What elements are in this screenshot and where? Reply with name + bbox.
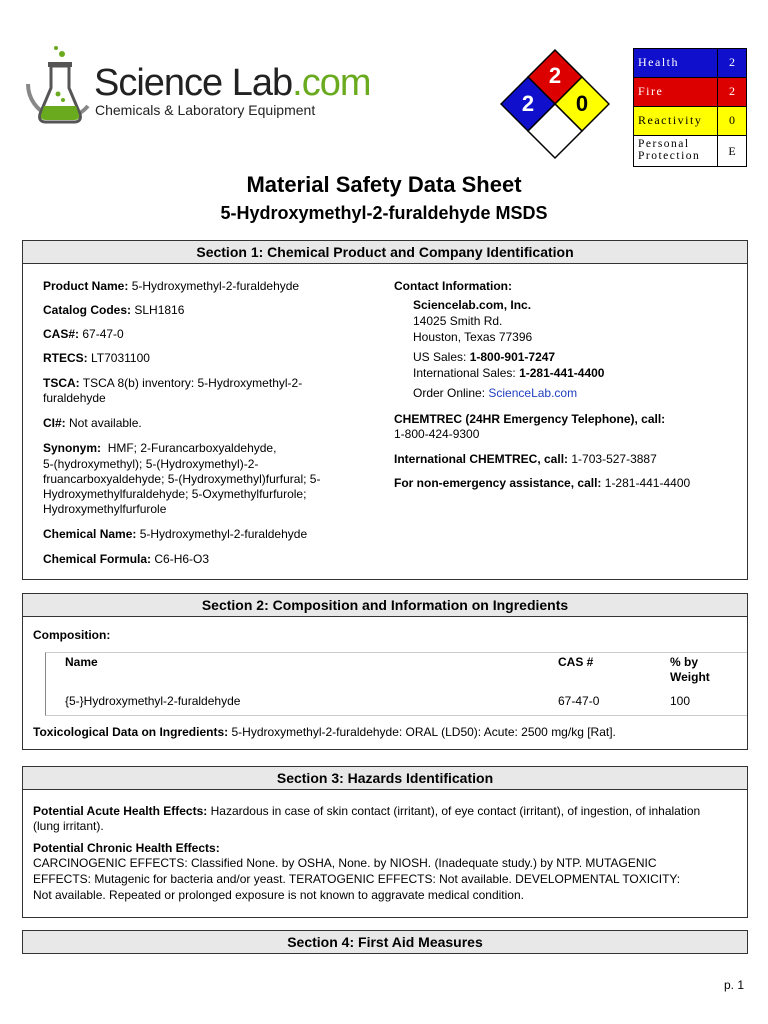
page-number: p. 1 xyxy=(724,978,745,992)
hmis-row-protection xyxy=(634,136,746,166)
col-header-weight: % by xyxy=(670,655,699,669)
chemical-formula xyxy=(43,552,209,567)
catalog-codes xyxy=(43,303,184,318)
table-cell-cas: 67-47-0 xyxy=(558,694,600,708)
synonym-line: 5-(hydroxymethyl); 5-(Hydroxymethyl)-2- xyxy=(43,457,259,471)
label: CAS#: xyxy=(43,327,80,341)
value: 1-703-527-3887 xyxy=(571,452,657,466)
label: TSCA: xyxy=(43,376,80,390)
label: For non-emergency assistance, call: xyxy=(394,476,602,490)
doc-subtitle: 5-Hydroxymethyl-2-furaldehyde MSDS xyxy=(220,203,548,223)
value: 67-47-0 xyxy=(82,327,124,341)
intl-chemtrec xyxy=(394,452,657,467)
hmis-row-health xyxy=(634,49,746,78)
hmis-value: 2 xyxy=(717,49,746,77)
nfpa-health-value: 2 xyxy=(521,91,535,116)
label: International CHEMTREC, call: xyxy=(394,452,569,466)
chemtrec-phone: 1-800-424-9300 xyxy=(394,427,480,441)
hmis-value: 0 xyxy=(717,107,746,135)
contact-label: Contact Information: xyxy=(394,279,512,293)
label: CI#: xyxy=(43,416,66,430)
chemtrec-label: CHEMTREC (24HR Emergency Telephone), call: xyxy=(394,412,666,426)
address-line-1: 14025 Smith Rd. xyxy=(413,314,503,328)
label: Potential Acute Health Effects: xyxy=(33,804,208,818)
value: 1-281-441-4400 xyxy=(519,366,605,380)
hmis-value: 2 xyxy=(717,78,746,106)
order-online xyxy=(413,386,577,401)
section-4 xyxy=(22,930,748,954)
hmis-table xyxy=(633,48,747,167)
label: Product Name: xyxy=(43,279,129,293)
rtecs xyxy=(43,351,150,366)
logo-tld: .com xyxy=(292,62,371,104)
ci-number xyxy=(43,416,142,431)
col-header-weight-2: Weight xyxy=(670,670,710,684)
nfpa-diamond xyxy=(500,47,610,165)
acute-effects-cont: (lung irritant). xyxy=(33,819,104,833)
label: US Sales: xyxy=(413,350,467,364)
intl-sales xyxy=(413,366,604,381)
label: Synonym: xyxy=(43,441,102,455)
label: Chemical Name: xyxy=(43,527,137,541)
col-header-name: Name xyxy=(65,655,98,669)
logo-wordmark xyxy=(94,64,371,118)
non-emergency xyxy=(394,476,690,491)
logo-tagline: Chemicals & Laboratory Equipment xyxy=(95,102,316,118)
synonym xyxy=(43,441,276,456)
doc-title: Material Safety Data Sheet xyxy=(246,172,522,197)
logo-science: Science xyxy=(94,62,223,104)
value: HMF; 2-Furancarboxyaldehyde, xyxy=(107,441,277,455)
value: 5-Hydroxymethyl-2-furaldehyde: ORAL (LD50): Acute: 2500 mg/kg [Rat]. xyxy=(231,725,616,739)
company-name: Sciencelab.com, Inc. xyxy=(413,298,532,312)
tox-data xyxy=(33,725,616,740)
label: Chemical Formula: xyxy=(43,552,152,566)
section-4-heading: Section 4: First Aid Measures xyxy=(23,931,747,954)
value: 1-281-441-4400 xyxy=(604,476,691,490)
synonym-line: Hydroxymethylfurfurole xyxy=(43,502,167,516)
value: 1-800-901-7247 xyxy=(469,350,556,364)
value: 5-Hydroxymethyl-2-furaldehyde xyxy=(139,527,308,541)
us-sales xyxy=(413,350,555,365)
hmis-label: Fire xyxy=(638,84,664,98)
section-1-heading: Section 1: Chemical Product and Company Identification xyxy=(23,241,747,264)
hmis-label: Reactivity xyxy=(638,113,703,127)
chemical-name xyxy=(43,527,307,542)
section-3-heading: Section 3: Hazards Identification xyxy=(23,767,747,790)
tsca-cont: furaldehyde xyxy=(43,391,106,405)
chronic-line: Not available. Repeated or prolonged exposure is not known to aggravate medical condition. xyxy=(33,888,524,902)
composition-label: Composition: xyxy=(33,628,111,642)
label: Order Online: xyxy=(413,386,486,400)
hmis-label: Health xyxy=(638,55,679,69)
hmis-row-reactivity xyxy=(634,107,746,136)
value: 5-Hydroxymethyl-2-furaldehyde xyxy=(131,279,300,293)
order-link[interactable]: ScienceLab.com xyxy=(488,386,578,400)
chronic-line: CARCINOGENIC EFFECTS: Classified None. by OSHA, None. by NIOSH. (Inadequate study.) by NTP. MUTAGENIC xyxy=(33,856,657,870)
chronic-label: Potential Chronic Health Effects: xyxy=(33,841,220,855)
label: Toxicological Data on Ingredients: xyxy=(33,725,229,739)
logo-lab: Lab xyxy=(231,62,293,104)
hmis-label: Personal Protection xyxy=(638,138,701,162)
hmis-value: E xyxy=(717,136,746,166)
value: Hazardous in case of skin contact (irritant), of eye contact (irritant), of ingestion, of inhalation xyxy=(210,804,701,818)
synonym-line: Hydroxymethylfuraldehyde; 5-Oxymethylfurfurole; xyxy=(43,487,307,501)
synonym-line: fruancarboxyaldehyde; 5-(Hydroxymethyl)furfural; 5- xyxy=(43,472,321,486)
nfpa-fire-value: 2 xyxy=(548,63,562,88)
logo xyxy=(18,44,98,130)
value: Not available. xyxy=(69,416,142,430)
table-cell-weight: 100 xyxy=(670,694,691,708)
label: RTECS: xyxy=(43,351,88,365)
address-line-2: Houston, Texas 77396 xyxy=(413,330,533,344)
label: Catalog Codes: xyxy=(43,303,132,317)
label: International Sales: xyxy=(413,366,516,380)
cas-number xyxy=(43,327,124,342)
flask-icon xyxy=(18,44,98,130)
value: TSCA 8(b) inventory: 5-Hydroxymethyl-2- xyxy=(82,376,303,390)
hmis-row-fire xyxy=(634,78,746,107)
value: SLH1816 xyxy=(134,303,185,317)
chronic-line: EFFECTS: Mutagenic for bacteria and/or yeast. TERATOGENIC EFFECTS: Not available. DEVELOPMENTAL TOXICITY: xyxy=(33,872,681,886)
col-header-cas: CAS # xyxy=(558,655,594,669)
tsca xyxy=(43,376,302,391)
value: C6-H6-O3 xyxy=(154,552,210,566)
value: LT7031100 xyxy=(91,351,150,365)
acute-effects xyxy=(33,804,700,819)
table-cell-name: {5-}Hydroxymethyl-2-furaldehyde xyxy=(65,694,241,708)
nfpa-reactivity-value: 0 xyxy=(575,91,589,116)
section-2-heading: Section 2: Composition and Information on Ingredients xyxy=(23,594,747,617)
product-name xyxy=(43,279,299,294)
